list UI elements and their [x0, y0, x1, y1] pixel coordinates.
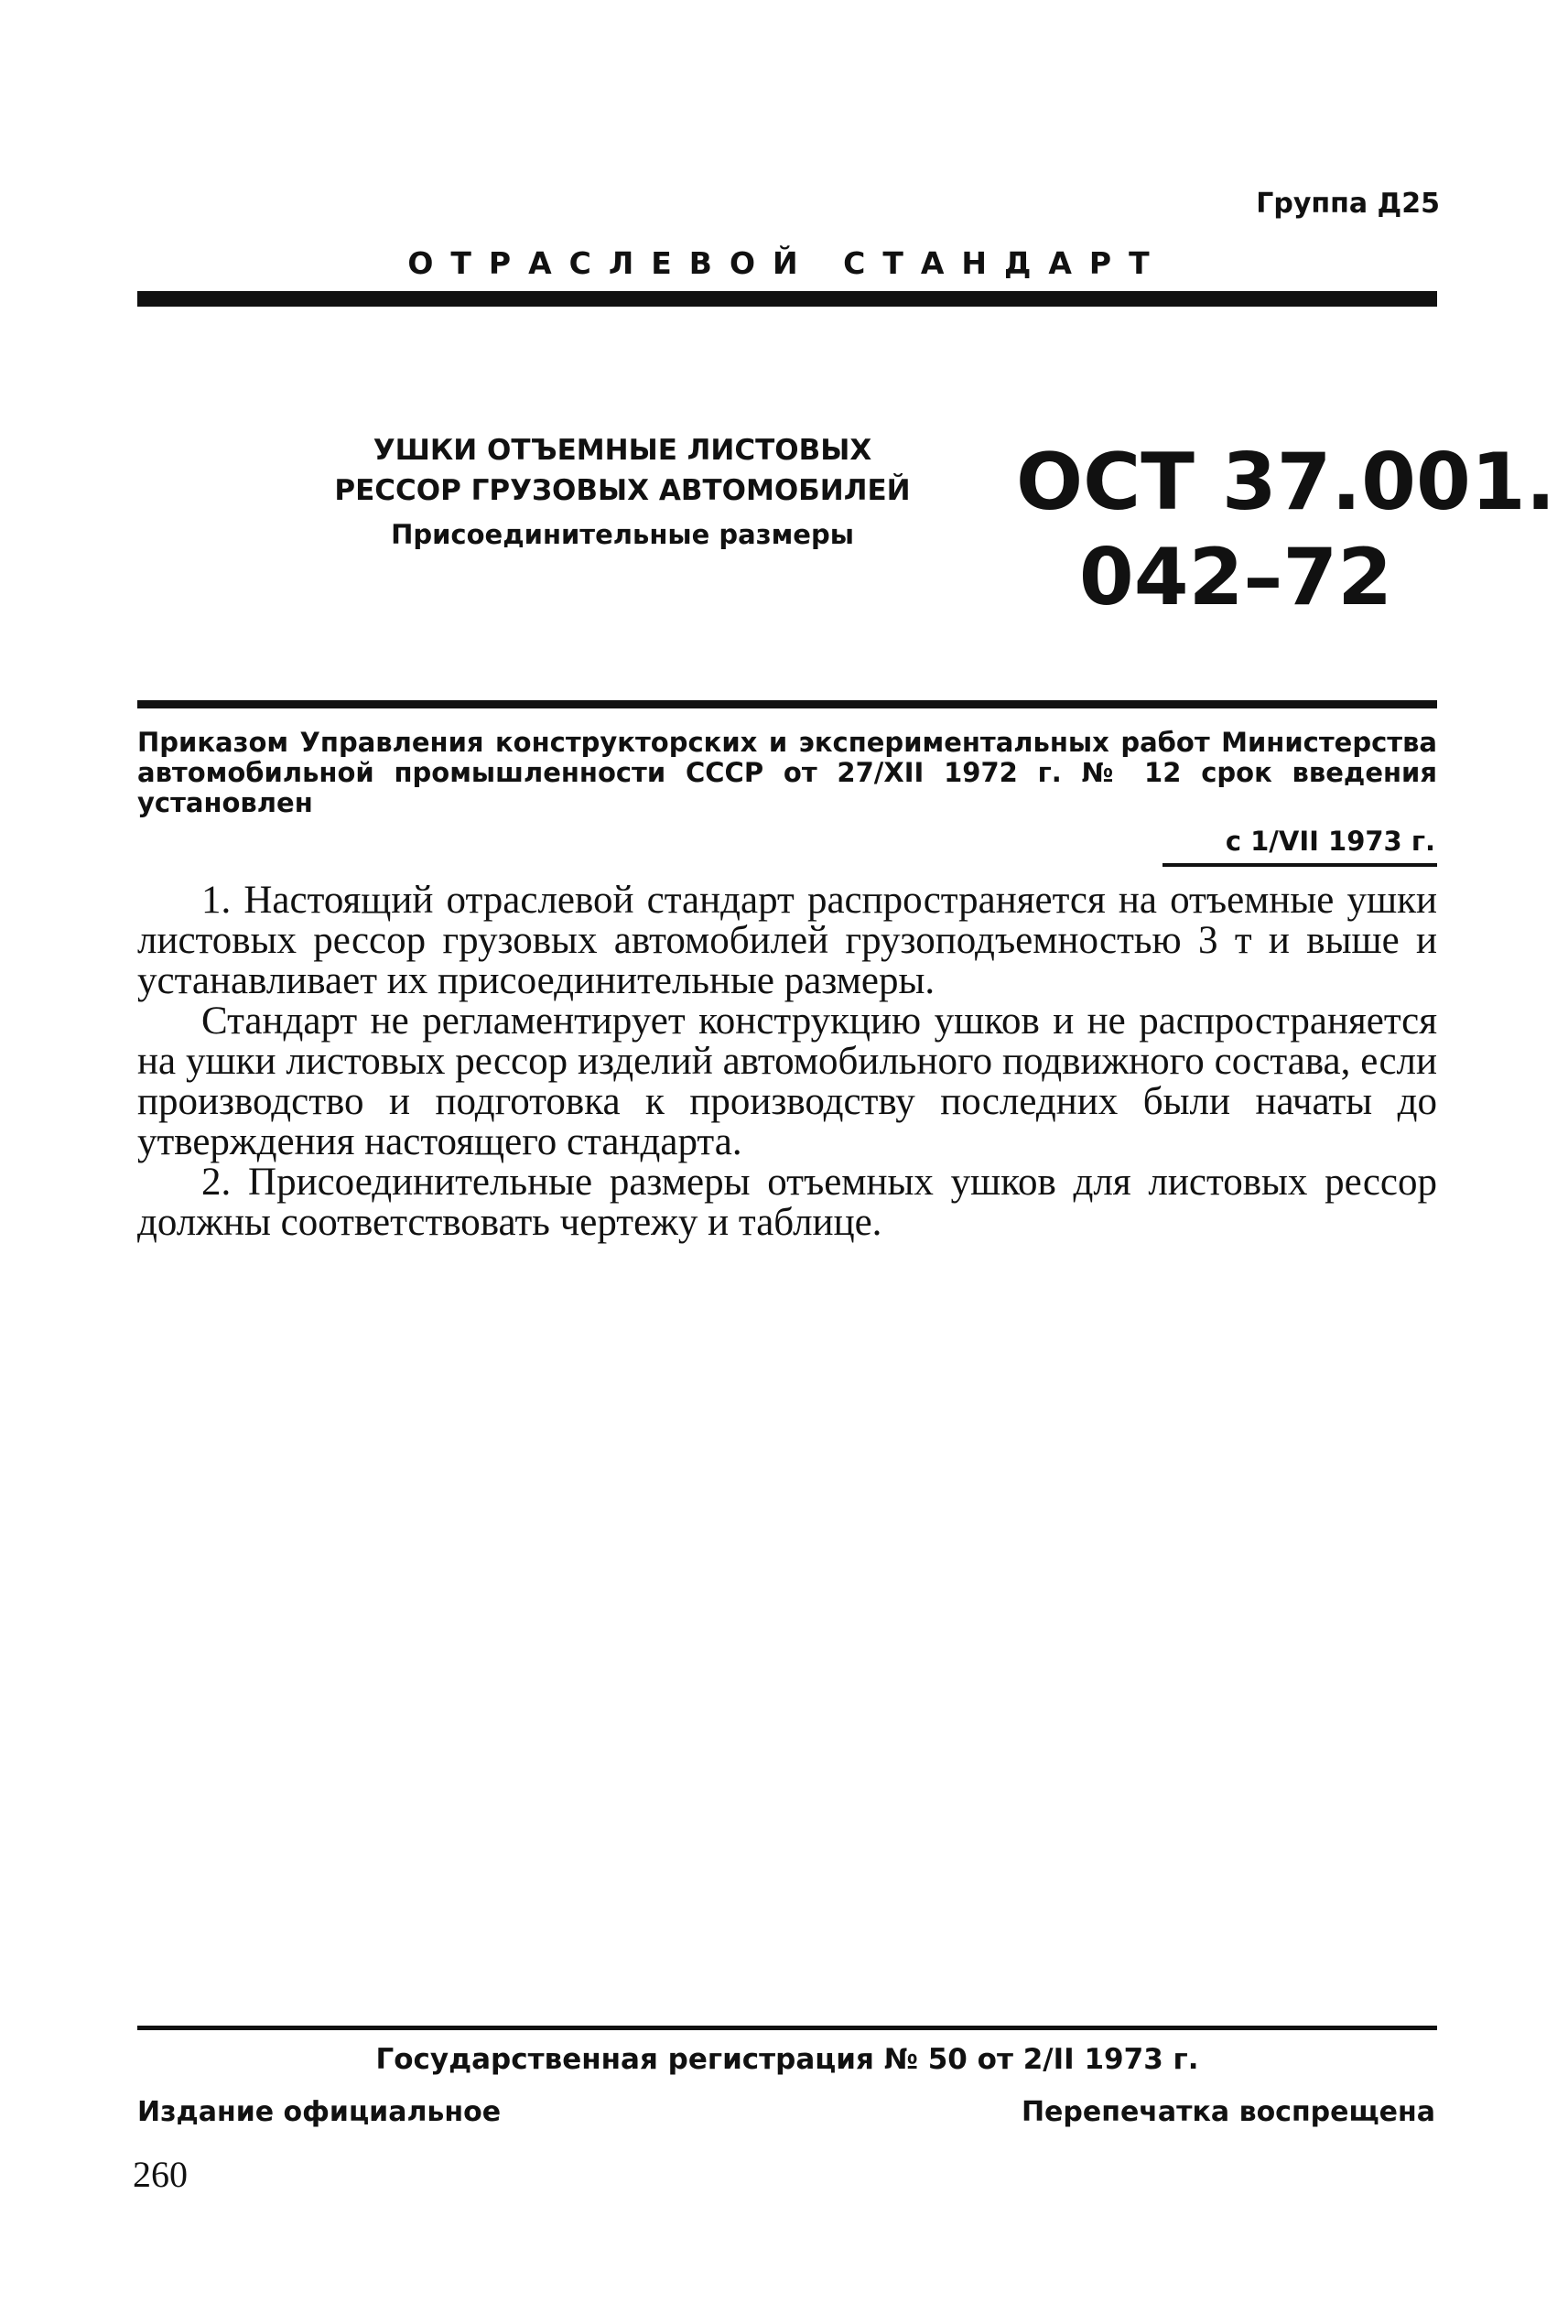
body-text	[137, 881, 1437, 1243]
reprint-prohibited-label: Перепечатка воспрещена	[1021, 2096, 1435, 2128]
standard-type-heading: ОТРАСЛЕВОЙ СТАНДАРТ	[407, 245, 1167, 281]
standard-code-line-2: 042–72	[1078, 532, 1393, 623]
official-edition-label: Издание официальное	[137, 2096, 502, 2128]
document-title-line-1: УШКИ ОТЪЕМНЫЕ ЛИСТОВЫХ	[373, 434, 872, 467]
effective-date: с 1/VII 1973 г.	[1225, 826, 1435, 857]
document-subtitle: Присоединительные размеры	[391, 519, 854, 550]
title-divider	[137, 700, 1437, 708]
body-paragraph-3: 2. Присоединительные размеры отъемных ушков для листовых рессор должны соответствовать чертежу и таблице.	[137, 1161, 1437, 1244]
registration-line: Государственная регистрация № 50 от 2/II 1973 г.	[375, 2043, 1199, 2076]
standard-code-line-1: ОСТ 37.001.	[1016, 437, 1556, 528]
header-divider	[137, 291, 1437, 307]
body-paragraph-2: Стандарт не регламентирует конструкцию ушков и не распространяется на ушки листовых рессор изделий автомобильного подвижного состава, если производство и подготовка к производству последних были начаты до утверждения настоящего стандарта.	[137, 1000, 1437, 1163]
group-code: Группа Д25	[1256, 188, 1440, 220]
body-paragraph-1: 1. Настоящий отраслевой стандарт распространяется на отъемные ушки листовых рессор грузовых автомобилей грузоподъемностью 3 т и выше и устанавливает их присоединительные размеры.	[137, 879, 1437, 1002]
effective-date-underline	[1162, 863, 1437, 867]
document-title-line-2: РЕССОР ГРУЗОВЫХ АВТОМОБИЛЕЙ	[334, 474, 911, 507]
page-number: 260	[133, 2154, 188, 2195]
footer-divider	[137, 2026, 1437, 2030]
document-title-block	[302, 430, 943, 555]
standard-code	[1016, 435, 1556, 625]
order-text: Приказом Управления конструкторских и экспериментальных работ Министерства автомобильной промышленности СССР от 27/XII 1972 г. № 12 срок введения установлен	[137, 727, 1437, 818]
